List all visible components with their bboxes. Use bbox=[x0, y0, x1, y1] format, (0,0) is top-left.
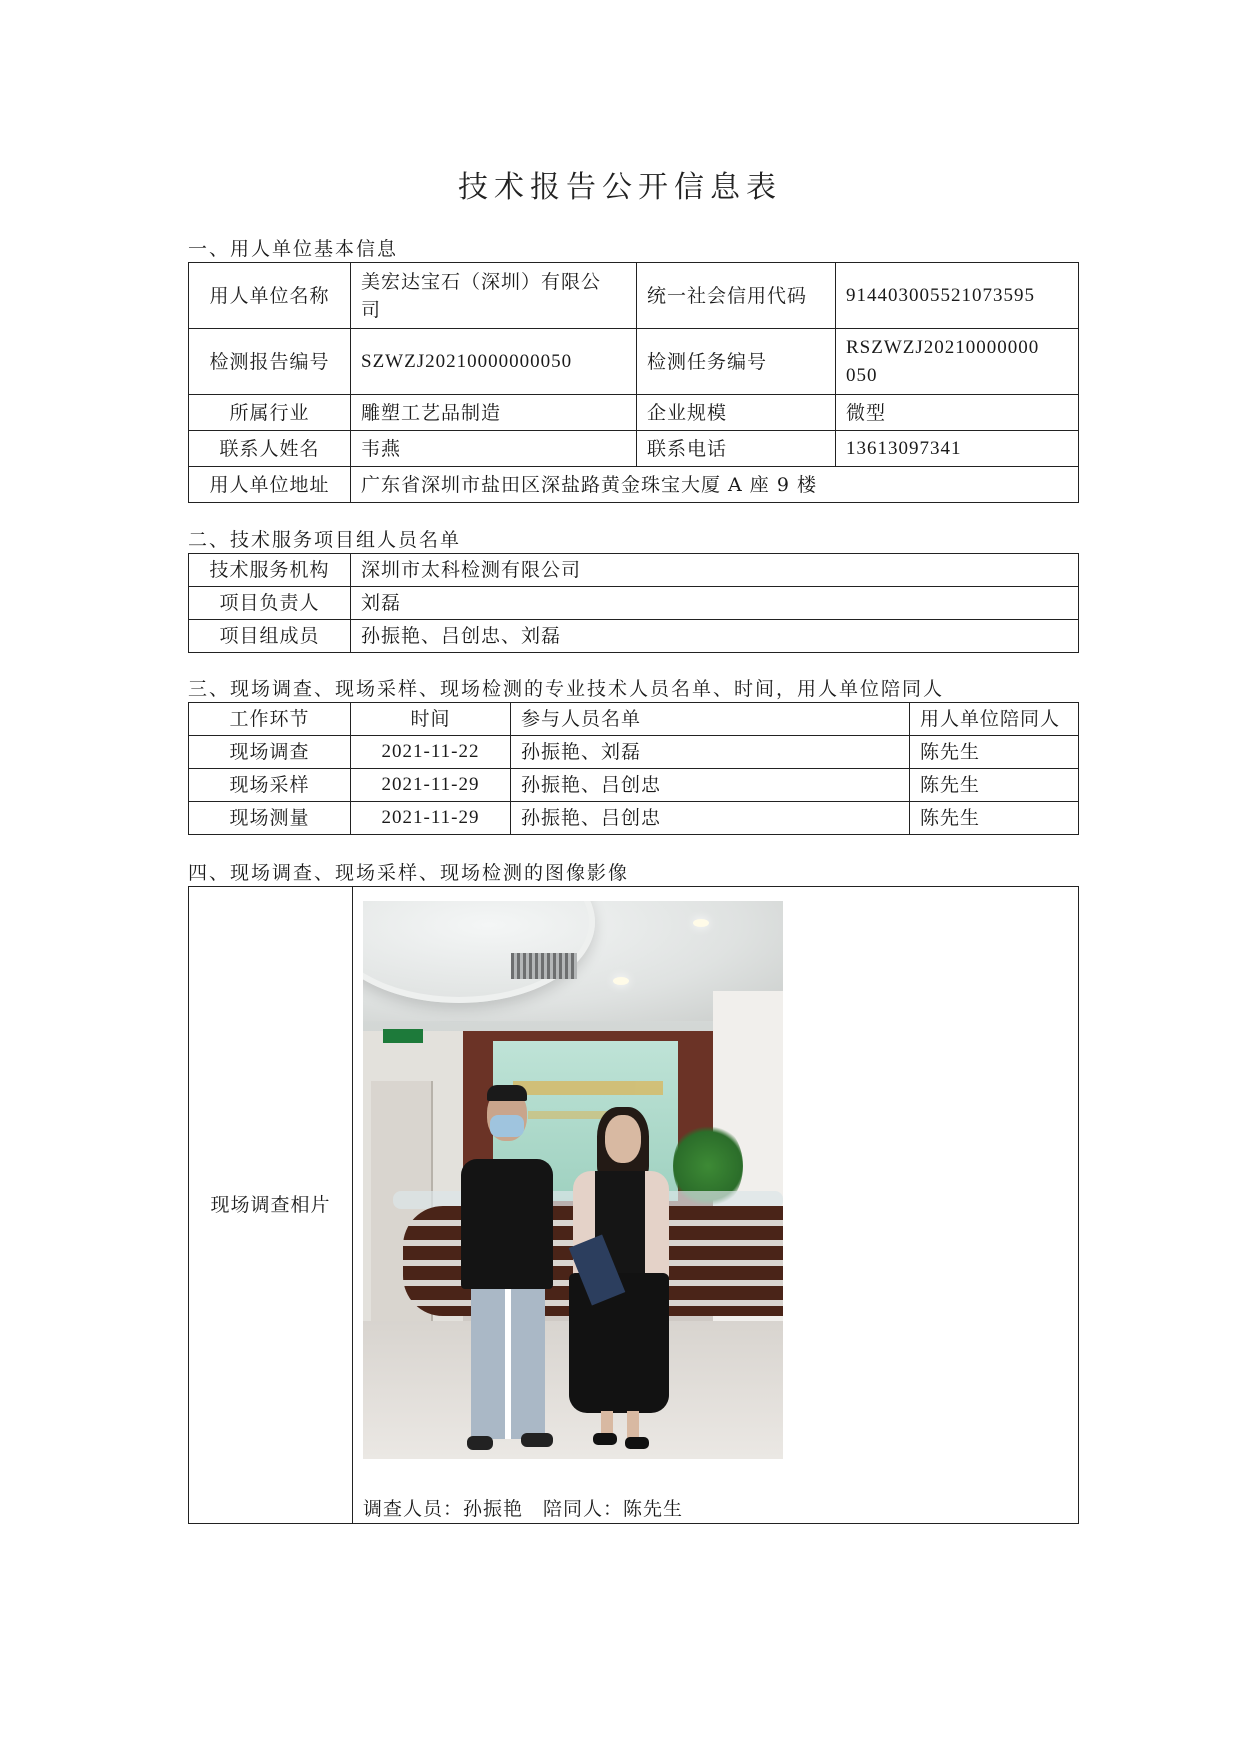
team-row-label: 技术服务机构 bbox=[189, 554, 351, 587]
site-survey-photo bbox=[363, 901, 783, 1459]
date-cell: 2021-11-29 bbox=[351, 802, 511, 835]
column-header: 工作环节 bbox=[189, 703, 351, 736]
table-row bbox=[189, 769, 1079, 802]
stage-cell: 现场测量 bbox=[189, 802, 351, 835]
table-row bbox=[189, 467, 1079, 503]
section3-heading: 三、现场调查、现场采样、现场检测的专业技术人员名单、时间，用人单位陪同人 bbox=[188, 678, 945, 700]
column-header: 用人单位陪同人 bbox=[910, 703, 1079, 736]
unit-name-label: 用人单位名称 bbox=[189, 263, 351, 329]
photo-table bbox=[188, 886, 1079, 1524]
column-header: 时间 bbox=[351, 703, 511, 736]
scale-value: 微型 bbox=[836, 395, 1079, 431]
table-row bbox=[189, 263, 1079, 329]
date-cell: 2021-11-29 bbox=[351, 769, 511, 802]
report-no-value: SZWZJ20210000000050 bbox=[351, 329, 637, 395]
photo-label: 现场调查相片 bbox=[189, 887, 353, 1524]
unit-info-table bbox=[188, 262, 1079, 503]
table-row bbox=[189, 887, 1079, 1524]
industry-value: 雕塑工艺品制造 bbox=[351, 395, 637, 431]
address-value: 广东省深圳市盐田区深盐路黄金珠宝大厦 A 座 9 楼 bbox=[351, 467, 1079, 503]
person-man bbox=[461, 1159, 553, 1289]
scale-label: 企业规模 bbox=[637, 395, 836, 431]
table-header-row bbox=[189, 703, 1079, 736]
table-row bbox=[189, 431, 1079, 467]
team-row-value: 刘磊 bbox=[351, 587, 1079, 620]
table-row bbox=[189, 554, 1079, 587]
date-cell: 2021-11-22 bbox=[351, 736, 511, 769]
table-row bbox=[189, 620, 1079, 653]
participants-cell: 孙振艳、吕创忠 bbox=[511, 802, 910, 835]
unit-name-line1: 美宏达宝石（深圳）有限公 bbox=[361, 270, 602, 293]
task-no-value bbox=[836, 329, 1079, 395]
team-row-label: 项目负责人 bbox=[189, 587, 351, 620]
stage-cell: 现场采样 bbox=[189, 769, 351, 802]
face-mask bbox=[490, 1115, 524, 1137]
unit-name-value bbox=[351, 263, 637, 329]
participants-cell: 孙振艳、刘磊 bbox=[511, 736, 910, 769]
photo-caption: 调查人员：孙振艳 陪同人：陈先生 bbox=[363, 1498, 684, 1520]
photo-cell bbox=[353, 887, 1079, 1524]
participants-cell: 孙振艳、吕创忠 bbox=[511, 769, 910, 802]
section2-heading: 二、技术服务项目组人员名单 bbox=[188, 529, 462, 551]
credit-code-label: 统一社会信用代码 bbox=[637, 263, 836, 329]
section4-heading: 四、现场调查、现场采样、现场检测的图像影像 bbox=[188, 862, 630, 884]
industry-label: 所属行业 bbox=[189, 395, 351, 431]
task-no-line1: RSZWZJ20210000000 bbox=[846, 336, 1040, 358]
unit-name-line2: 司 bbox=[361, 298, 382, 321]
address-label: 用人单位地址 bbox=[189, 467, 351, 503]
project-team-table bbox=[188, 553, 1079, 653]
column-header: 参与人员名单 bbox=[511, 703, 910, 736]
companion-cell: 陈先生 bbox=[910, 769, 1079, 802]
stage-cell: 现场调查 bbox=[189, 736, 351, 769]
table-row bbox=[189, 802, 1079, 835]
table-row bbox=[189, 329, 1079, 395]
companion-cell: 陈先生 bbox=[910, 736, 1079, 769]
table-row bbox=[189, 395, 1079, 431]
companion-cell: 陈先生 bbox=[910, 802, 1079, 835]
phone-label: 联系电话 bbox=[637, 431, 836, 467]
table-row bbox=[189, 587, 1079, 620]
section1-heading: 一、用人单位基本信息 bbox=[188, 238, 399, 260]
contact-label: 联系人姓名 bbox=[189, 431, 351, 467]
contact-value: 韦燕 bbox=[351, 431, 637, 467]
credit-code-value: 914403005521073595 bbox=[836, 263, 1079, 329]
phone-value: 13613097341 bbox=[836, 431, 1079, 467]
logo-text bbox=[513, 1081, 663, 1095]
team-row-label: 项目组成员 bbox=[189, 620, 351, 653]
task-no-label: 检测任务编号 bbox=[637, 329, 836, 395]
team-row-value: 深圳市太科检测有限公司 bbox=[351, 554, 1079, 587]
field-work-table bbox=[188, 702, 1079, 835]
task-no-line2: 050 bbox=[846, 364, 878, 386]
report-no-label: 检测报告编号 bbox=[189, 329, 351, 395]
exit-sign bbox=[383, 1029, 423, 1043]
ceiling-vent bbox=[511, 953, 577, 979]
team-row-value: 孙振艳、吕创忠、刘磊 bbox=[351, 620, 1079, 653]
table-row bbox=[189, 736, 1079, 769]
page-title: 技术报告公开信息表 bbox=[458, 170, 782, 205]
